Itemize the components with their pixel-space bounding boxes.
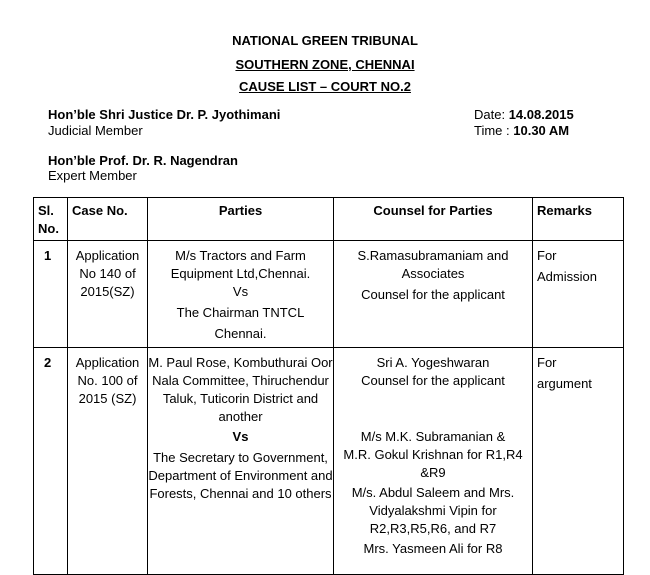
table-row [34,241,624,348]
party-line: The Secretary to Government, [153,450,328,465]
header-counsel: Counsel for Parties [334,198,533,241]
case-line: 2015 (SZ) [78,391,137,406]
counsel-line: &R9 [420,465,446,480]
remarks-line: For [537,355,557,370]
case-line: 2015(SZ) [80,284,135,299]
party-line: Forests, Chennai and 10 others [149,486,332,501]
zone-title-text: SOUTHERN ZONE, CHENNAI [235,57,415,72]
header-case-no: Case No. [68,198,148,241]
case-line: Application [75,355,140,370]
expert-role: Expert Member [48,168,137,183]
row-remarks [533,241,624,348]
party-line: The Chairman TNTCL [176,305,305,320]
party-line: Nala Committee, Thiruchendur [152,373,329,388]
counsel-line: R2,R3,R5,R6, and R7 [369,521,497,536]
party-line: Equipment Ltd,Chennai. [170,266,311,281]
table-header-row [34,198,624,241]
case-line: No. 100 of [77,373,138,388]
zone-title [0,57,650,72]
counsel-line: Mrs. Yasmeen Ali for R8 [363,541,503,556]
remarks-line: Admission [537,269,597,284]
cause-list-title-text: CAUSE LIST – COURT NO.2 [239,79,411,94]
row-case-no [68,348,148,575]
counsel-line: M/s M.K. Subramanian & [360,429,506,444]
remarks-line: For [537,248,557,263]
case-line: No 140 of [79,266,136,281]
counsel-line: Counsel for the applicant [361,373,505,388]
party-line: another [218,409,263,424]
header-sl: Sl. [38,203,54,218]
judge-name: Hon’ble Shri Justice Dr. P. Jyothimani [48,107,281,122]
row-counsel [334,241,533,348]
counsel-line: Counsel for the applicant [361,287,505,302]
counsel-line: S.Ramasubramaniam and [357,248,509,263]
party-line: M/s Tractors and Farm [175,248,306,263]
table-row [34,348,624,575]
row-sl: 1 [34,241,68,348]
judge-role: Judicial Member [48,123,143,138]
header-parties: Parties [148,198,334,241]
date-value: 14.08.2015 [508,107,574,122]
party-line: M. Paul Rose, Kombuthurai Oor [148,355,333,370]
versus-text: Vs [232,429,249,444]
counsel-line: M.R. Gokul Krishnan for R1,R4 [343,447,523,462]
cause-list-title [0,79,650,94]
case-line: Application [75,248,140,263]
versus-text: Vs [232,284,249,299]
counsel-line: Vidyalakshmi Vipin for [369,503,497,518]
header-sl-no [34,198,68,241]
row-case-no [68,241,148,348]
expert-name: Hon’ble Prof. Dr. R. Nagendran [48,153,238,168]
party-line: Taluk, Tuticorin District and [162,391,319,406]
party-line: Chennai. [214,326,267,341]
counsel-line: Sri A. Yogeshwaran [376,355,490,370]
party-line: Department of Environment and [148,468,333,483]
counsel-line: Associates [401,266,465,281]
counsel-line: M/s. Abdul Saleem and Mrs. [351,485,515,500]
row-parties [148,241,334,348]
tribunal-title: NATIONAL GREEN TRIBUNAL [232,33,418,48]
date-label: Date: [474,107,509,122]
row-sl: 2 [34,348,68,575]
hearing-time [474,123,569,138]
remarks-line: argument [537,376,592,391]
row-parties [148,348,334,575]
row-remarks [533,348,624,575]
header-remarks: Remarks [533,198,624,241]
time-label: Time : [474,123,514,138]
hearing-date [474,107,574,122]
time-value: 10.30 AM [513,123,570,138]
row-counsel [334,348,533,575]
cause-list-table [33,197,624,575]
header-no: No. [38,221,59,236]
